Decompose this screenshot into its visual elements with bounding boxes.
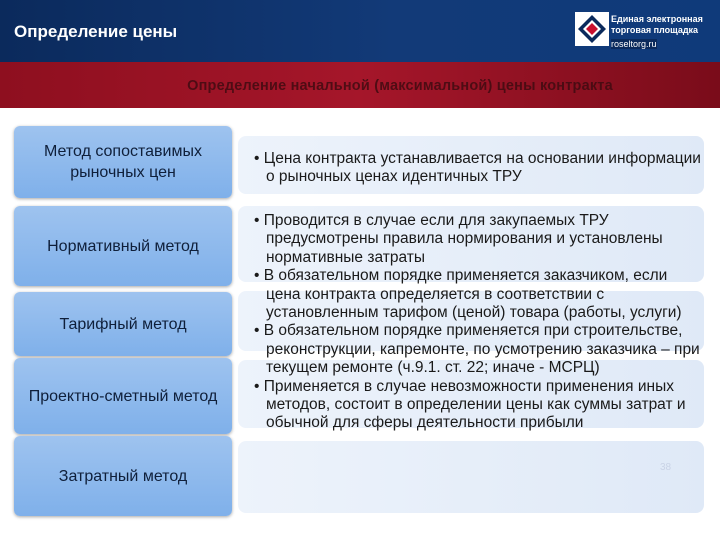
- method-tariff: [14, 292, 232, 356]
- logo-icon: [575, 12, 609, 46]
- logo: [575, 8, 715, 54]
- bullet-text: • В обязательном порядке применяется при строительстве, реконструкции, капремонте, по усмотрению заказчика – при текущем ремонте (ч.9.1. ст. 22; иначе - МСРЦ): [254, 322, 700, 377]
- bullet-text: • В обязательном порядке применяется заказчиком, если цена контракта определяется в соответствии с установленным тарифом (ценой) товара (работы, услуги): [254, 267, 682, 322]
- method-normative: [14, 206, 232, 286]
- method-label: Затратный метод: [58, 467, 188, 485]
- method-cost: [14, 436, 232, 516]
- method-label: Проектно-сметный метод: [28, 387, 218, 405]
- header-bar: [0, 0, 720, 62]
- page-title: Определение цены: [14, 22, 178, 41]
- method-market-prices: [14, 126, 232, 198]
- logo-url: roseltorg.ru: [611, 39, 657, 49]
- bullet-text: • Цена контракта устанавливается на основании информации о рыночных ценах идентичных ТРУ: [254, 150, 701, 186]
- method-design-estimate: [14, 358, 232, 434]
- description-texts: [248, 212, 704, 433]
- method-label: Метод сопоставимых рыночных цен: [44, 143, 202, 181]
- bullet-text: • Применяется в случае невозможности применения иных методов, состоит в определении цены как суммы затрат и обычной для сферы деятельности прибыли: [254, 377, 686, 432]
- logo-text: Единая электронная торговая площадка: [611, 14, 703, 35]
- description-text-1: [248, 150, 708, 187]
- page-number: 38: [660, 462, 672, 473]
- bullet-text: • Проводится в случае если для закупаемых ТРУ предусмотрены правила нормирования и установлены нормативные затраты: [254, 212, 663, 266]
- description-panel-5: [238, 441, 704, 513]
- method-label: Тарифный метод: [59, 315, 187, 333]
- subtitle: Определение начальной (максимальной) цены контракта: [187, 78, 613, 94]
- method-label: Нормативный метод: [47, 237, 199, 255]
